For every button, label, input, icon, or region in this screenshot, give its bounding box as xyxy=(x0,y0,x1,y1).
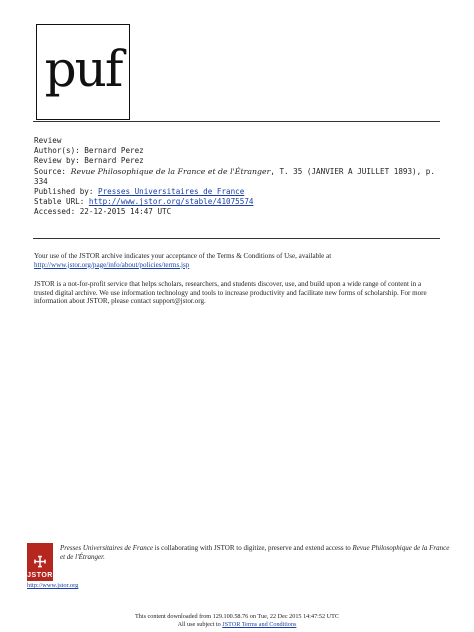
source-journal: Revue Philosophique de la France et de l'Étranger xyxy=(70,166,271,176)
reviewer-line: Review by: Bernard Perez xyxy=(34,156,144,166)
terms-notice: Your use of the JSTOR archive indicates your acceptance of the Terms & Conditions of Use, available at http://www.jstor.org/page/info/about/policies/terms.jsp xyxy=(34,252,332,269)
publisher-logo-text: puf xyxy=(44,40,122,98)
publisher-logo xyxy=(36,24,130,120)
source-page: 334 xyxy=(34,176,48,186)
download-line: This content downloaded from 129.100.58.76 on Tue, 22 Dec 2015 14:47:52 UTC xyxy=(135,613,339,620)
jstor-logo xyxy=(27,543,53,581)
footer-publisher: Presses Universitaires de France xyxy=(60,544,153,552)
accessed-date: 22-12-2015 14:47 UTC xyxy=(79,207,172,217)
jstor-logo-word: JSTOR xyxy=(27,572,53,579)
source-line: Source: Revue Philosophique de la France et de l'Étranger, T. 35 (JANVIER A JUILLET 1893), p. xyxy=(34,166,435,176)
footer-journal: Revue Philosophique de la France et de l'Étranger. xyxy=(60,544,450,561)
authors-line: Author(s): Bernard Perez xyxy=(34,146,144,156)
terms-line: All use subject to JSTOR Terms and Conditions xyxy=(177,621,297,628)
collaboration-statement: Presses Universitaires de France is collaborating with JSTOR to digitize, preserve and extend access to Revue Philosophique de la France et de l'Étranger. xyxy=(60,544,450,561)
jstor-logo-mark: ☩ xyxy=(33,553,47,571)
citation-block xyxy=(34,136,440,218)
reviewer-name: Bernard Perez xyxy=(84,156,144,166)
terms-link[interactable]: http://www.jstor.org/page/info/about/policies/terms.jsp xyxy=(34,260,190,269)
stable-url-link[interactable]: http://www.jstor.org/stable/41075574 xyxy=(88,197,254,207)
jstor-home-link[interactable]: http://www.jstor.org xyxy=(27,582,79,589)
middle-divider xyxy=(33,238,440,239)
item-type: Review xyxy=(34,136,62,145)
top-divider xyxy=(33,121,440,122)
accessed-line: Accessed: 22-12-2015 14:47 UTC xyxy=(34,207,172,217)
publisher-link[interactable]: Presses Universitaires de France xyxy=(98,187,245,197)
author-name: Bernard Perez xyxy=(84,146,144,156)
stable-url-line: Stable URL: http://www.jstor.org/stable/41075574 xyxy=(34,197,254,207)
source-details: , T. 35 (JANVIER A JUILLET 1893), p. xyxy=(270,166,435,176)
publisher-line: Published by: Presses Universitaires de France xyxy=(34,187,245,197)
terms-conditions-link[interactable]: JSTOR Terms and Conditions xyxy=(222,621,297,628)
jstor-description: JSTOR is a not-for-profit service that helps scholars, researchers, and students discover, use, and build upon a wide range of content in a trusted digital archive. We use information technology and tools to increase productivity and facilitate new forms of scholarship. For more information about JSTOR, please contact support@jstor.org. xyxy=(34,280,427,306)
download-notice xyxy=(0,613,474,629)
